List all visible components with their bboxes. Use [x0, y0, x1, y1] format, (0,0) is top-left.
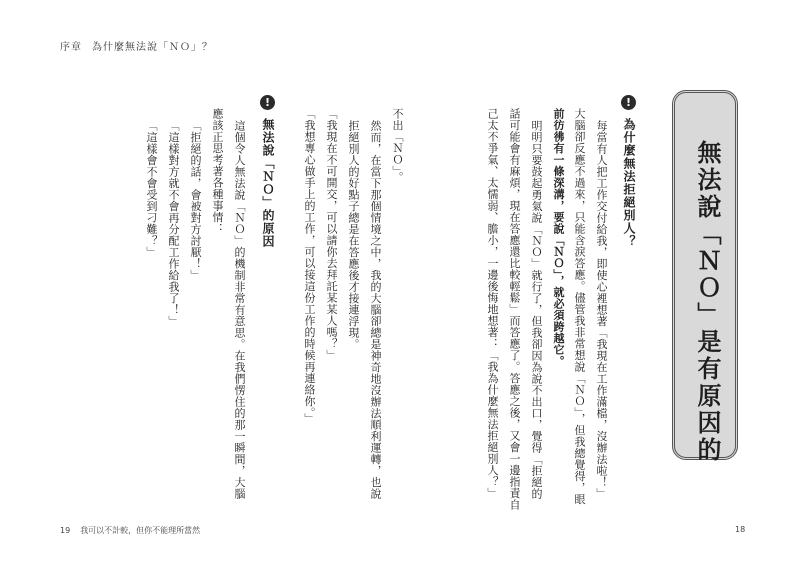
- body-column-l3: 拒絕別人的好點子總是在答應後才接連浮現。: [347, 120, 360, 350]
- exclamation-icon: !: [260, 95, 275, 110]
- running-head: [60, 38, 213, 53]
- chapter-title: 無法說「ＮＯ」是有原因的: [693, 140, 721, 464]
- body-column-r1: 每當有人把工作交付給我，即使心裡想著「我現在工作滿檔，沒辦法啦！」: [595, 120, 608, 500]
- section-heading-right: 為什麼無法拒絕別人？: [622, 118, 636, 248]
- page-number-right: 18: [735, 525, 746, 534]
- body-column-r4: 明明只要鼓起勇氣說「ＮＯ」就行了，但我卻因為說不出口，覺得「拒絕的: [530, 120, 543, 500]
- body-column-l2: 然而，在當下那個情境之中，我的大腦卻總是神奇地沒辦法順利運轉，也說: [369, 120, 382, 500]
- body-column-r2: 大腦卻反應不過來，只能含淚答應。儘管我非常想說「ＮＯ」，但我總覺得，眼: [573, 108, 586, 505]
- body-column-l5: 「我想專心做手上的工作，可以接這份工作的時候再連絡你。」: [303, 108, 316, 425]
- running-head-title: 為什麼無法說「ＮＯ」？: [92, 42, 213, 53]
- body-column-l9: 「這樣對方就不會再分配工作給我了！」: [167, 120, 180, 327]
- body-column-l4: 「我現在不可開交，可以請你去拜託某某人嗎？」: [325, 108, 338, 361]
- footer-left: [60, 525, 200, 536]
- running-head-chapter: 序章: [60, 42, 82, 53]
- body-column-l8: 「拒絕的話，會被對方討厭！」: [189, 120, 202, 281]
- book-title: 我可以不計較，但你不能理所當然: [80, 526, 201, 535]
- page-number-left: 19: [60, 526, 71, 535]
- body-column-r6: 己太不爭氣、太懦弱、膽小，一邊後悔地想著：「我為什麼無法拒絕別人？」: [486, 108, 499, 499]
- body-column-l7: 應該正思考著各種事情：: [211, 108, 224, 235]
- body-column-l6: 這個令人無法說「ＮＯ」的機制非常有意思。在我們愣住的那一瞬間，大腦: [233, 120, 246, 500]
- body-column-r5: 話可能會有麻煩，現在答應還比較輕鬆」而答應了。答應之後，又會一邊指責自: [508, 108, 521, 511]
- exclamation-icon: !: [621, 95, 636, 110]
- section-heading-left: 無法說「ＮＯ」的原因: [261, 118, 275, 248]
- body-column-l10: 「這樣會不會受到刁難？」: [145, 120, 158, 258]
- body-column-r3: 前彷彿有一條深溝，要說「ＮＯ」，就必須跨越它。: [552, 108, 565, 367]
- body-column-l1: 不出「ＮＯ」。: [391, 108, 404, 183]
